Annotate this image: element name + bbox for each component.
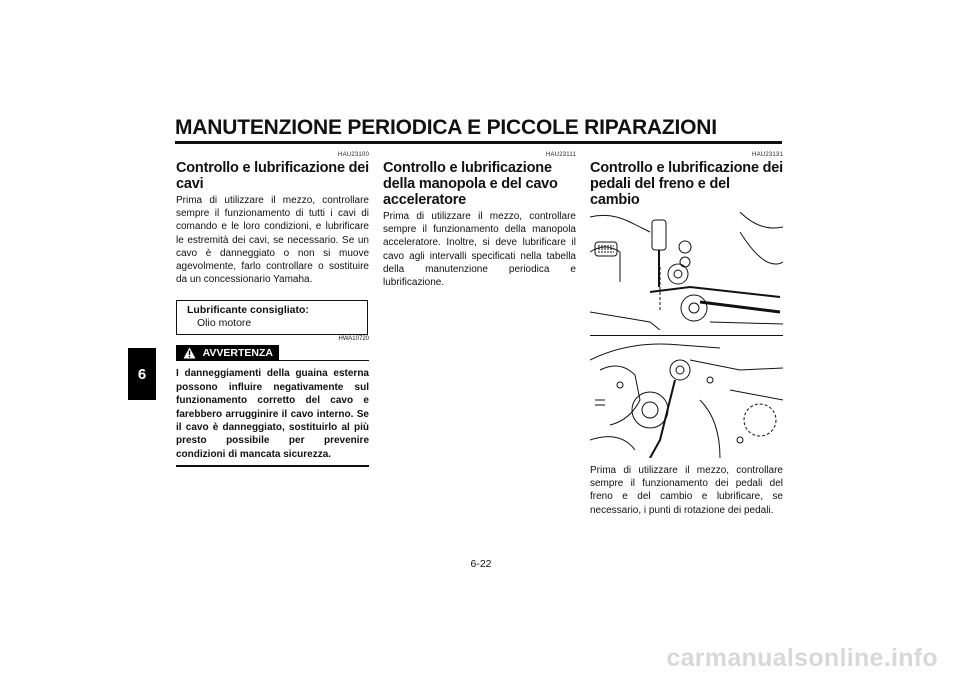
warning-triangle-icon [183,347,196,359]
section-code: HAU23131 [752,152,783,158]
section-code: HAU23100 [338,152,369,158]
page-title: MANUTENZIONE PERIODICA E PICCOLE RIPARAZIONI [175,116,717,139]
shift-pedal-illustration [590,340,783,458]
brake-pedal-illustration [590,212,783,330]
warning-header [176,336,369,361]
section-heading: Controllo e lubrificazione dei cavi [176,160,369,192]
watermark: carmanualsonline.info [666,644,938,672]
section-body: Prima di utilizzare il mezzo, controllare sempre il funzionamento della manopola acceleratore. Inoltre, si deve lubrificare il cavo agli intervalli specificati nella tabella della manutenzione periodica e lubrificazione. [383,211,576,289]
section-body: Prima di utilizzare il mezzo, controllare sempre il funzionamento di tutti i cavi di comando e le loro condizioni, e lubrificare le estremità dei cavi, se necessario. Se un cavo è danneggiato o non si muove agevolmente, farlo controllare o sostituire da un concessionario Yamaha. [176,195,369,286]
warning-rule [279,360,369,361]
section-code: HAU23111 [545,152,576,158]
warning-code: HWA10720 [338,336,369,343]
section-body: Prima di utilizzare il mezzo, controllare sempre il funzionamento dei pedali del freno e del cambio e lubrificare, se necessario, i punti di rotazione dei pedali. [590,465,783,516]
page-number: 6-22 [470,558,492,570]
brake-pedal-drawing [590,212,783,330]
warning-bottom-rule [176,465,369,467]
title-rule [175,141,782,144]
warning-label: AVVERTENZA [202,347,273,360]
section-pedals [590,152,783,517]
section-heading: Controllo e lubrificazione della manopola e del cavo acceleratore [383,160,558,208]
warning-text: I danneggiamenti della guaina esterna possono influire negativamente sul funzionamento corretto del cavo e farebbero arrugginire il cavo interno. Se il cavo è danneggiato, sostituirlo al più presto possibile per prevenire condizioni di mancata sicurezza. [176,368,369,460]
section-heading: Controllo e lubrificazione dei pedali del freno e del cambio [590,160,783,208]
lubricant-title: Lubrificante consigliato: [187,304,309,317]
lubricant-value: Olio motore [197,317,252,330]
lubricant-box [176,300,368,335]
section-cables [176,152,369,467]
chapter-tab: 6 [128,348,156,400]
section-throttle [383,152,576,289]
figure-separator [590,335,783,336]
shift-pedal-drawing [590,340,783,458]
warning-badge [176,345,279,361]
